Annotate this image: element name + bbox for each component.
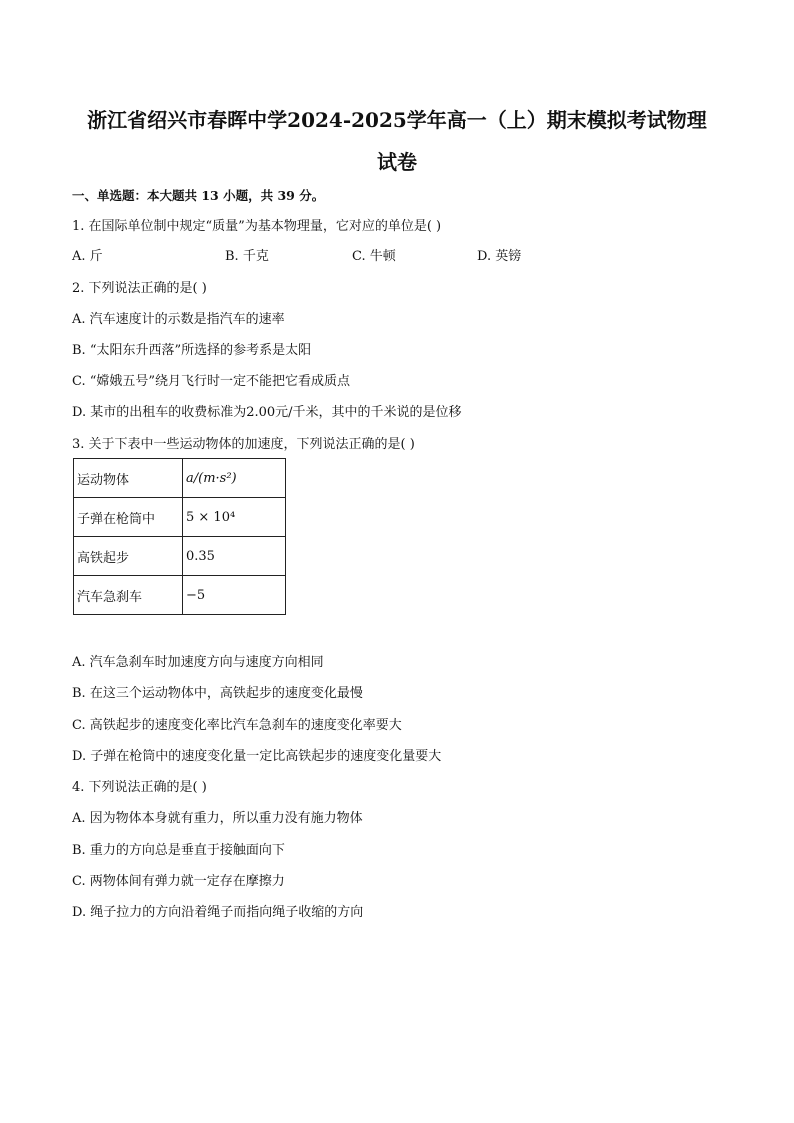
table-cell: 0.35: [183, 537, 286, 576]
q4-option-a: A. 因为物体本身就有重力，所以重力没有施力物体: [72, 811, 363, 826]
paper-title-line2: 试卷: [377, 150, 417, 174]
question-1-stem: 1. 在国际单位制中规定“质量”为基本物理量，它对应的单位是( ): [72, 219, 442, 234]
q4-option-d: D. 绳子拉力的方向沿着绳子而指向绳子收缩的方向: [72, 905, 364, 920]
q1-option-d: D. 英镑: [477, 249, 522, 264]
table-header-cell: a/(m·s²): [183, 459, 286, 498]
q4-option-b: B. 重力的方向总是垂直于接触面向下: [72, 843, 285, 858]
q4-option-c: C. 两物体间有弹力就一定存在摩擦力: [72, 874, 285, 889]
table-header-cell: 运动物体: [74, 459, 183, 498]
q2-option-a: A. 汽车速度计的示数是指汽车的速率: [72, 312, 285, 327]
q3-option-b: B. 在这三个运动物体中，高铁起步的速度变化最慢: [72, 686, 363, 701]
table-cell: 5 × 10⁴: [183, 498, 286, 537]
table-cell: 子弹在枪筒中: [74, 498, 183, 537]
q3-option-a: A. 汽车急刹车时加速度方向与速度方向相同: [72, 655, 324, 670]
acceleration-table: [73, 458, 286, 615]
q3-option-c: C. 高铁起步的速度变化率比汽车急刹车的速度变化率要大: [72, 718, 402, 733]
q3-option-d: D. 子弹在枪筒中的速度变化量一定比高铁起步的速度变化量要大: [72, 749, 442, 764]
question-4-stem: 4. 下列说法正确的是( ): [72, 780, 207, 795]
table-cell: 高铁起步: [74, 537, 183, 576]
q1-option-c: C. 牛顿: [352, 249, 396, 264]
table-row: [74, 576, 286, 615]
table-cell: −5: [183, 576, 286, 615]
table-row: [74, 498, 286, 537]
table-row: [74, 537, 286, 576]
q2-option-c: C. “嫦娥五号”绕月飞行时一定不能把它看成质点: [72, 374, 351, 389]
table-header-row: [74, 459, 286, 498]
q1-option-a: A. 斤: [72, 249, 103, 264]
q1-option-b: B. 千克: [225, 249, 269, 264]
section-heading: 一、单选题：本大题共 13 小题，共 39 分。: [72, 188, 325, 203]
paper-title-line1: 浙江省绍兴市春晖中学2024-2025学年高一（上）期末模拟考试物理: [87, 108, 707, 132]
question-2-stem: 2. 下列说法正确的是( ): [72, 281, 207, 296]
question-3-stem: 3. 关于下表中一些运动物体的加速度，下列说法正确的是( ): [72, 437, 415, 452]
table-cell: 汽车急刹车: [74, 576, 183, 615]
q2-option-b: B. “太阳东升西落”所选择的参考系是太阳: [72, 343, 312, 358]
q2-option-d: D. 某市的出租车的收费标准为2.00元/千米，其中的千米说的是位移: [72, 405, 462, 420]
